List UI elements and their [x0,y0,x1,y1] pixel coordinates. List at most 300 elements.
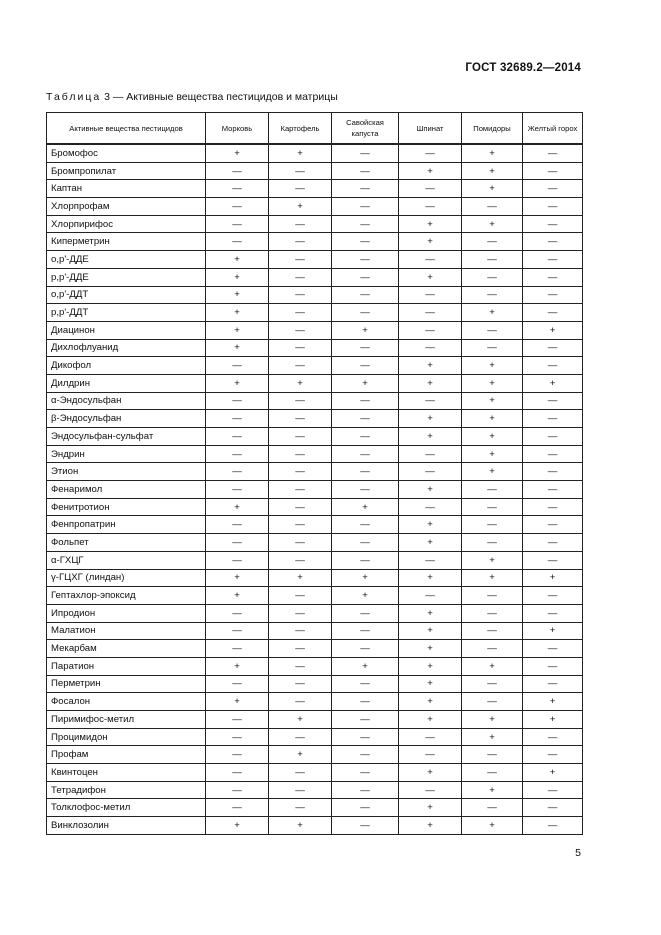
substance-name: Фосалон [47,693,206,711]
tomato-cell: — [462,233,523,251]
savoy-cabbage-cell: — [332,516,399,534]
tomato-cell: + [462,392,523,410]
substance-name: Гептахлор-эпоксид [47,587,206,605]
potato-cell: — [269,445,332,463]
carrot-cell: — [206,711,269,729]
carrot-cell: — [206,410,269,428]
table-row [47,198,583,216]
table-row [47,374,583,392]
tomato-cell: + [462,180,523,198]
spinach-cell: — [399,551,462,569]
potato-cell: — [269,587,332,605]
potato-cell: — [269,357,332,375]
carrot-cell: — [206,481,269,499]
document-code: ГОСТ 32689.2—2014 [465,62,581,74]
yellow-pea-cell: — [523,675,583,693]
spinach-cell: + [399,534,462,552]
carrot-cell: — [206,604,269,622]
potato-cell: — [269,799,332,817]
savoy-cabbage-cell: — [332,746,399,764]
savoy-cabbage-cell: — [332,268,399,286]
carrot-cell: + [206,321,269,339]
column-header-carrot: Морковь [206,113,269,145]
spinach-cell: + [399,410,462,428]
substance-name: Каптан [47,180,206,198]
spinach-cell: + [399,657,462,675]
carrot-cell: — [206,357,269,375]
yellow-pea-cell: — [523,728,583,746]
table-row [47,463,583,481]
spinach-cell: + [399,481,462,499]
carrot-cell: — [206,428,269,446]
tomato-cell: — [462,799,523,817]
pesticide-matrix-table [46,112,583,835]
carrot-cell: — [206,180,269,198]
yellow-pea-cell: — [523,799,583,817]
savoy-cabbage-cell: — [332,180,399,198]
savoy-cabbage-cell: — [332,251,399,269]
tomato-cell: + [462,551,523,569]
substance-name: р,р'-ДДТ [47,304,206,322]
table-row [47,799,583,817]
tomato-cell: — [462,198,523,216]
table-row [47,640,583,658]
savoy-cabbage-cell: + [332,498,399,516]
yellow-pea-cell: + [523,764,583,782]
spinach-cell: — [399,198,462,216]
table-row [47,498,583,516]
savoy-cabbage-cell: — [332,304,399,322]
substance-name: Дихлофлуанид [47,339,206,357]
yellow-pea-cell: — [523,781,583,799]
carrot-cell: + [206,286,269,304]
tomato-cell: — [462,604,523,622]
carrot-cell: + [206,587,269,605]
tomato-cell: + [462,162,523,180]
tomato-cell: + [462,357,523,375]
potato-cell: — [269,534,332,552]
substance-name: Дикофол [47,357,206,375]
table-row [47,162,583,180]
tomato-cell: + [462,428,523,446]
substance-name: о,р'-ДДТ [47,286,206,304]
savoy-cabbage-cell: — [332,728,399,746]
spinach-cell: — [399,304,462,322]
yellow-pea-cell: — [523,392,583,410]
table-caption [46,91,338,103]
substance-name: Бромофос [47,144,206,162]
potato-cell: — [269,463,332,481]
potato-cell: — [269,604,332,622]
substance-name: α-ГХЦГ [47,551,206,569]
table-row [47,233,583,251]
potato-cell: — [269,162,332,180]
yellow-pea-cell: — [523,144,583,162]
carrot-cell: — [206,392,269,410]
substance-name: Паратион [47,657,206,675]
tomato-cell: + [462,569,523,587]
potato-cell: — [269,516,332,534]
yellow-pea-cell: — [523,587,583,605]
substance-name: Пиримифос-метил [47,711,206,729]
carrot-cell: — [206,463,269,481]
carrot-cell: + [206,339,269,357]
yellow-pea-cell: — [523,640,583,658]
substance-name: Ипродион [47,604,206,622]
potato-cell: — [269,304,332,322]
potato-cell: + [269,569,332,587]
column-header-tomato: Помидоры [462,113,523,145]
yellow-pea-cell: — [523,357,583,375]
carrot-cell: — [206,622,269,640]
savoy-cabbage-cell: — [332,764,399,782]
carrot-cell: — [206,799,269,817]
carrot-cell: — [206,516,269,534]
savoy-cabbage-cell: — [332,162,399,180]
spinach-cell: — [399,286,462,304]
substance-name: о,р'-ДДЕ [47,251,206,269]
substance-name: Профам [47,746,206,764]
yellow-pea-cell: — [523,233,583,251]
spinach-cell: — [399,445,462,463]
spinach-cell: — [399,144,462,162]
table-row [47,675,583,693]
carrot-cell: — [206,781,269,799]
spinach-cell: + [399,162,462,180]
tomato-cell: — [462,764,523,782]
table-row [47,428,583,446]
yellow-pea-cell: — [523,251,583,269]
savoy-cabbage-cell: — [332,481,399,499]
savoy-cabbage-cell: — [332,622,399,640]
substance-name: Фольпет [47,534,206,552]
table-row [47,516,583,534]
savoy-cabbage-cell: — [332,534,399,552]
spinach-cell: + [399,764,462,782]
savoy-cabbage-cell: — [332,357,399,375]
yellow-pea-cell: — [523,657,583,675]
table-row [47,764,583,782]
potato-cell: — [269,428,332,446]
yellow-pea-cell: + [523,569,583,587]
table-row [47,622,583,640]
table-row [47,569,583,587]
table-row [47,215,583,233]
table-row [47,304,583,322]
table-row [47,728,583,746]
savoy-cabbage-cell: — [332,711,399,729]
potato-cell: — [269,781,332,799]
spinach-cell: + [399,215,462,233]
caption-number: 3 [104,91,110,103]
table-row [47,180,583,198]
potato-cell: — [269,693,332,711]
savoy-cabbage-cell: — [332,693,399,711]
savoy-cabbage-cell: — [332,817,399,835]
spinach-cell: + [399,817,462,835]
tomato-cell: + [462,144,523,162]
yellow-pea-cell: — [523,268,583,286]
table-row [47,604,583,622]
spinach-cell: + [399,428,462,446]
substance-name: Этион [47,463,206,481]
table-row [47,534,583,552]
yellow-pea-cell: + [523,693,583,711]
tomato-cell: — [462,321,523,339]
yellow-pea-cell: — [523,445,583,463]
savoy-cabbage-cell: + [332,321,399,339]
tomato-cell: — [462,534,523,552]
substance-name: Эндосульфан-сульфат [47,428,206,446]
tomato-cell: — [462,251,523,269]
savoy-cabbage-cell: + [332,374,399,392]
table-row [47,410,583,428]
carrot-cell: + [206,374,269,392]
yellow-pea-cell: + [523,622,583,640]
table-row [47,268,583,286]
potato-cell: + [269,746,332,764]
table-row [47,657,583,675]
carrot-cell: + [206,251,269,269]
tomato-cell: + [462,817,523,835]
substance-name: Толклофос-метил [47,799,206,817]
savoy-cabbage-cell: — [332,445,399,463]
table-row [47,445,583,463]
tomato-cell: + [462,410,523,428]
spinach-cell: — [399,587,462,605]
substance-name: Дилдрин [47,374,206,392]
savoy-cabbage-cell: — [332,144,399,162]
potato-cell: + [269,374,332,392]
substance-name: Фенитротион [47,498,206,516]
tomato-cell: — [462,286,523,304]
column-header-yellow-pea: Желтый горох [523,113,583,145]
spinach-cell: + [399,374,462,392]
spinach-cell: + [399,268,462,286]
carrot-cell: — [206,728,269,746]
savoy-cabbage-cell: — [332,781,399,799]
savoy-cabbage-cell: — [332,640,399,658]
potato-cell: + [269,817,332,835]
substance-name: Процимидон [47,728,206,746]
yellow-pea-cell: — [523,410,583,428]
spinach-cell: + [399,640,462,658]
spinach-cell: — [399,746,462,764]
potato-cell: — [269,233,332,251]
substance-name: р,р'-ДДЕ [47,268,206,286]
savoy-cabbage-cell: — [332,463,399,481]
tomato-cell: — [462,516,523,534]
potato-cell: — [269,622,332,640]
tomato-cell: + [462,728,523,746]
page-number: 5 [575,847,581,859]
carrot-cell: — [206,162,269,180]
carrot-cell: — [206,198,269,216]
tomato-cell: — [462,675,523,693]
potato-cell: — [269,251,332,269]
carrot-cell: + [206,304,269,322]
table-row [47,817,583,835]
potato-cell: — [269,215,332,233]
tomato-cell: + [462,215,523,233]
caption-text: — Активные вещества пестицидов и матрицы [109,91,338,103]
tomato-cell: — [462,481,523,499]
yellow-pea-cell: — [523,551,583,569]
potato-cell: + [269,198,332,216]
savoy-cabbage-cell: — [332,392,399,410]
savoy-cabbage-cell: — [332,604,399,622]
savoy-cabbage-cell: — [332,551,399,569]
table-body [47,144,583,834]
tomato-cell: — [462,339,523,357]
yellow-pea-cell: — [523,746,583,764]
yellow-pea-cell: — [523,215,583,233]
substance-name: Мекарбам [47,640,206,658]
potato-cell: — [269,728,332,746]
carrot-cell: — [206,233,269,251]
potato-cell: — [269,268,332,286]
carrot-cell: — [206,445,269,463]
tomato-cell: + [462,304,523,322]
substance-name: Фенаримол [47,481,206,499]
potato-cell: — [269,286,332,304]
yellow-pea-cell: — [523,180,583,198]
yellow-pea-cell: + [523,711,583,729]
savoy-cabbage-cell: — [332,233,399,251]
table-row [47,781,583,799]
tomato-cell: + [462,711,523,729]
table-row [47,321,583,339]
tomato-cell: + [462,781,523,799]
tomato-cell: — [462,622,523,640]
carrot-cell: + [206,657,269,675]
potato-cell: — [269,481,332,499]
column-header-spinach: Шпинат [399,113,462,145]
yellow-pea-cell: — [523,162,583,180]
tomato-cell: — [462,693,523,711]
substance-name: Эндрин [47,445,206,463]
table-row [47,144,583,162]
spinach-cell: + [399,516,462,534]
potato-cell: — [269,675,332,693]
table-row [47,551,583,569]
spinach-cell: — [399,251,462,269]
tomato-cell: + [462,657,523,675]
substance-name: Перметрин [47,675,206,693]
savoy-cabbage-cell: + [332,587,399,605]
spinach-cell: — [399,728,462,746]
yellow-pea-cell: — [523,428,583,446]
substance-name: Фенпропатрин [47,516,206,534]
substance-name: γ-ГЦХГ (линдан) [47,569,206,587]
tomato-cell: — [462,587,523,605]
substance-name: Малатион [47,622,206,640]
spinach-cell: — [399,498,462,516]
yellow-pea-cell: + [523,374,583,392]
table-row [47,587,583,605]
potato-cell: — [269,551,332,569]
savoy-cabbage-cell: — [332,286,399,304]
potato-cell: — [269,410,332,428]
substance-name: Киперметрин [47,233,206,251]
table-row [47,711,583,729]
savoy-cabbage-cell: — [332,339,399,357]
savoy-cabbage-cell: — [332,410,399,428]
substance-name: α-Эндосульфан [47,392,206,410]
table-header-row [47,113,583,145]
savoy-cabbage-cell: + [332,569,399,587]
savoy-cabbage-cell: — [332,675,399,693]
spinach-cell: — [399,339,462,357]
carrot-cell: — [206,534,269,552]
yellow-pea-cell: — [523,463,583,481]
carrot-cell: — [206,764,269,782]
potato-cell: + [269,144,332,162]
potato-cell: — [269,764,332,782]
table-row [47,286,583,304]
substance-name: Винклозолин [47,817,206,835]
tomato-cell: — [462,640,523,658]
substance-name: Тетрадифон [47,781,206,799]
spinach-cell: + [399,357,462,375]
table-row [47,746,583,764]
carrot-cell: + [206,693,269,711]
substance-name: Квинтоцен [47,764,206,782]
spinach-cell: + [399,604,462,622]
savoy-cabbage-cell: — [332,215,399,233]
spinach-cell: — [399,321,462,339]
carrot-cell: — [206,675,269,693]
yellow-pea-cell: — [523,198,583,216]
table-row [47,251,583,269]
spinach-cell: + [399,622,462,640]
potato-cell: + [269,711,332,729]
tomato-cell: — [462,498,523,516]
spinach-cell: + [399,675,462,693]
substance-name: Хлорпирифос [47,215,206,233]
substance-name: β-Эндосульфан [47,410,206,428]
spinach-cell: — [399,781,462,799]
spinach-cell: — [399,392,462,410]
substance-name: Хлорпрофам [47,198,206,216]
carrot-cell: + [206,144,269,162]
tomato-cell: — [462,746,523,764]
column-header-substance: Активные вещества пестицидов [47,113,206,145]
table-row [47,481,583,499]
spinach-cell: — [399,463,462,481]
yellow-pea-cell: — [523,304,583,322]
spinach-cell: — [399,180,462,198]
potato-cell: — [269,180,332,198]
spinach-cell: + [399,569,462,587]
spinach-cell: + [399,693,462,711]
tomato-cell: + [462,445,523,463]
yellow-pea-cell: — [523,481,583,499]
spinach-cell: + [399,799,462,817]
potato-cell: — [269,498,332,516]
table-row [47,693,583,711]
carrot-cell: + [206,268,269,286]
tomato-cell: + [462,463,523,481]
carrot-cell: + [206,569,269,587]
substance-name: Диацинон [47,321,206,339]
caption-label: Таблица [46,91,102,103]
yellow-pea-cell: — [523,534,583,552]
savoy-cabbage-cell: — [332,198,399,216]
potato-cell: — [269,321,332,339]
carrot-cell: — [206,640,269,658]
spinach-cell: + [399,233,462,251]
